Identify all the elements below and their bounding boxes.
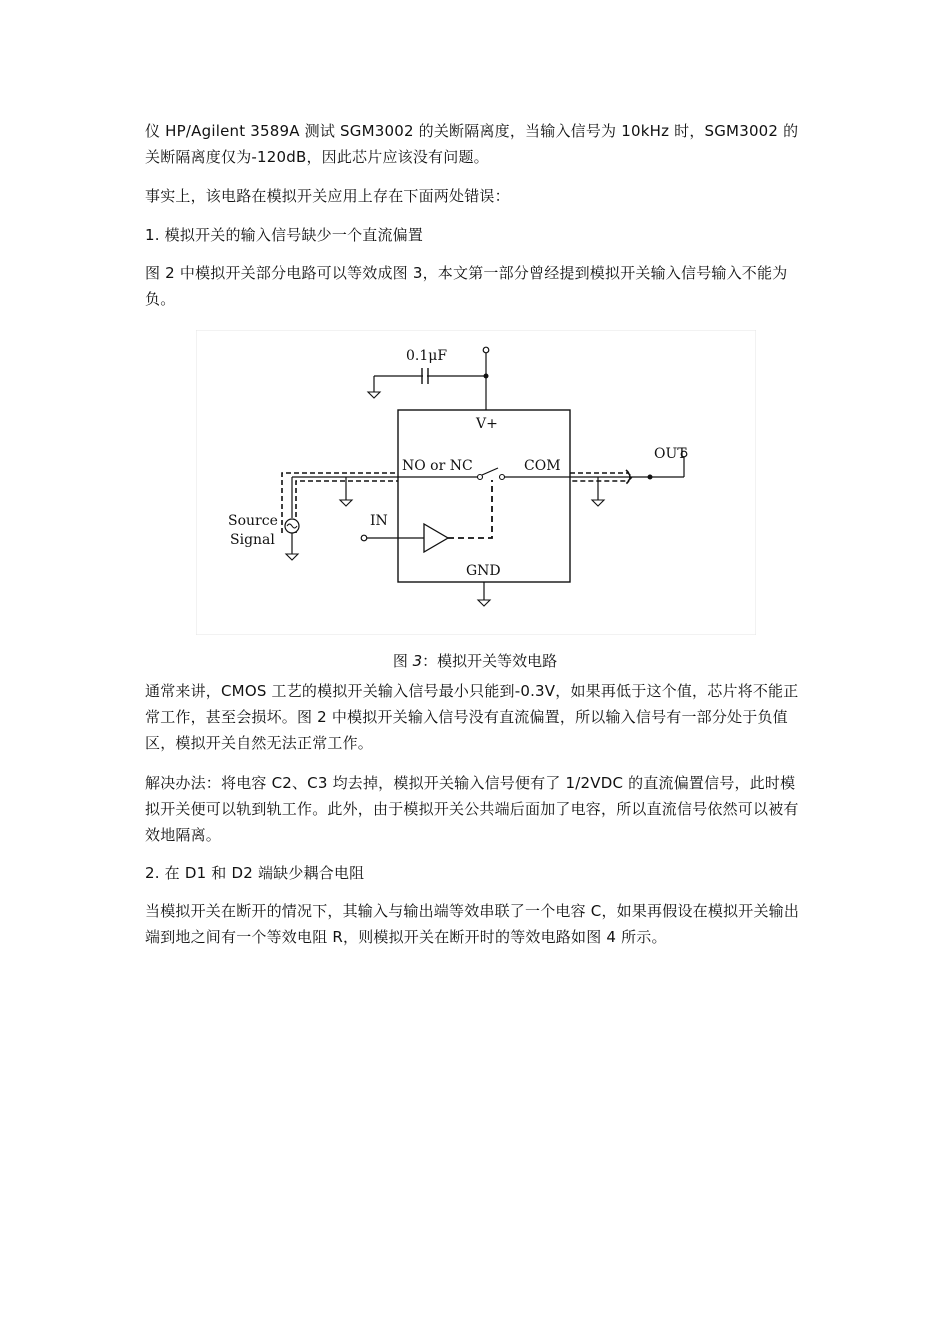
- in-label: IN: [370, 513, 388, 529]
- paragraph-errors-intro: 事实上，该电路在模拟开关应用上存在下面两处错误：: [145, 187, 510, 205]
- circuit-figure: [196, 330, 756, 635]
- com-label: COM: [524, 458, 561, 474]
- no-nc-label: NO or NC: [402, 458, 473, 474]
- paragraph-solution: 解决办法：将电容 C2、C3 均去掉，模拟开关输入信号便有了 1/2VDC 的直流偏置信号，此时模拟开关便可以轨到轨工作。此外，由于模拟开关公共端后面加了电容，所以直流信号依然可以被有效地隔离。: [145, 774, 799, 844]
- capacitor-label: 0.1μF: [406, 348, 448, 364]
- vplus-label: V+: [476, 416, 498, 432]
- caption-number: 3: [412, 652, 423, 670]
- paragraph-off-state: 当模拟开关在断开的情况下，其输入与输出端等效串联了一个电容 C，如果再假设在模拟开关输出端到地之间有一个等效电阻 R，则模拟开关在断开时的等效电路如图 4 所示。: [145, 902, 800, 946]
- paragraph-isolation-test: 仪 HP/Agilent 3589A 测试 SGM3002 的关断隔离度，当输入信号为 10kHz 时，SGM3002 的关断隔离度仅为-120dB，因此芯片应该没有问题。: [145, 122, 799, 166]
- paragraph-cmos-limit: 通常来讲，CMOS 工艺的模拟开关输入信号最小只能到-0.3V，如果再低于这个值，芯片将不能正常工作，甚至会损坏。图 2 中模拟开关输入信号没有直流偏置，所以输入信号有一部分处于负值区，模拟开关自然无法正常工作。: [145, 682, 799, 752]
- gnd-label: GND: [466, 563, 501, 579]
- signal-label: Signal: [230, 532, 275, 548]
- caption-text: ：模拟开关等效电路: [422, 652, 558, 670]
- heading-dc-bias: 1. 模拟开关的输入信号缺少一个直流偏置: [145, 226, 424, 244]
- caption-prefix: 图: [392, 652, 408, 670]
- out-label: OUT: [654, 446, 687, 462]
- source-label: Source: [228, 513, 278, 529]
- paragraph-equivalent: 图 2 中模拟开关部分电路可以等效成图 3，本文第一部分曾经提到模拟开关输入信号输入不能为负。: [145, 264, 788, 308]
- figure-caption: [0, 650, 950, 672]
- heading-coupling-resistor: 2. 在 D1 和 D2 端缺少耦合电阻: [145, 864, 365, 882]
